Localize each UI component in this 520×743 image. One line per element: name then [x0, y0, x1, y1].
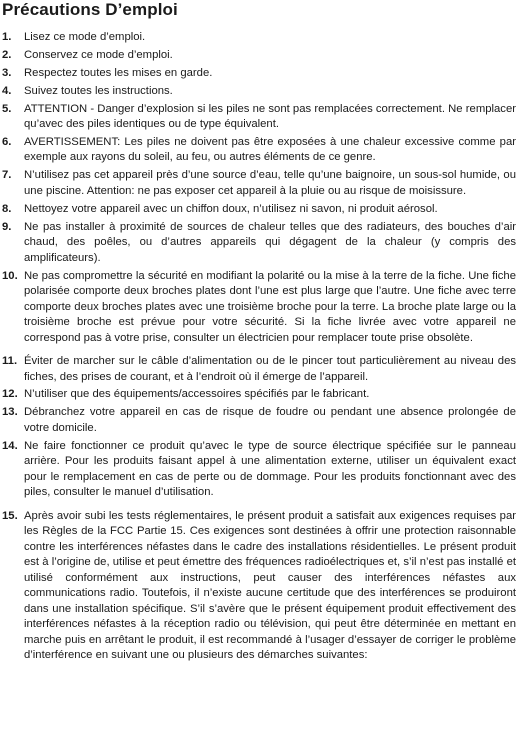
- item-text: Ne pas installer à proximité de sources de chaleur telles que des radiateurs, des bouches d’air chaud, des poêles, ou d’autres appareils qui dégagent de la chaleur (y compris des amplificateurs).: [24, 220, 516, 264]
- list-item: [2, 220, 516, 267]
- item-number: 6.: [2, 135, 12, 148]
- list-item: [2, 84, 516, 100]
- page-title: Précautions D’emploi: [2, 0, 178, 19]
- item-text: Débranchez votre appareil en cas de risque de foudre ou pendant une absence prolongée de votre domicile.: [24, 406, 516, 434]
- list-item: [2, 66, 516, 82]
- item-text: Conservez ce mode d’emploi.: [24, 48, 173, 61]
- item-number: 15.: [2, 509, 18, 522]
- item-text: N’utilisez pas cet appareil près d’une source d’eau, telle qu’une baignoire, un sous-sol humide, ou une piscine. Attention: ne pas exposer cet appareil à la pluie ou au risque de moisissure.: [24, 169, 516, 197]
- item-number: 12.: [2, 388, 18, 401]
- item-text: Après avoir subi les tests réglementaires, le présent produit a satisfait aux exigences requises par les Règles de la FCC Partie 15. Ces exigences sont destinées à offrir une protection raisonnable contre les interférences néfastes dans le cadre des installations résidentielles. Le présent produit est à l’origine de, utilise et peut émettre des fréquences radioélectriques et, s’il n’est pas installé et utilisé conformément aux instructions, peut causer des interférences néfastes aux communications radio. Toutefois, il n’existe aucune certitude que des interférences se produiront dans une installation spécifique. S’il s’avère que le présent équipement produit effectivement des interférences néfastes à la réception radio ou télévision, qui peut être déterminée en mettant en marche puis en arrêtant le produit, il est recommandé à l’usager d’essayer de corriger le problème d’interférence en suivant une ou plusieurs des démarches suivantes:: [24, 509, 516, 662]
- list-item: [2, 405, 516, 436]
- item-number: 11.: [2, 355, 18, 368]
- list-item: [2, 202, 516, 218]
- list-item: [2, 48, 516, 64]
- list-item: [2, 168, 516, 199]
- item-text: Respectez toutes les mises en garde.: [24, 66, 213, 79]
- item-text: Éviter de marcher sur le câble d’alimentation ou de le pincer tout particulièrement au niveau des fiches, des prises de courant, et à l’endroit où il émerge de l’appareil.: [24, 355, 516, 383]
- item-text: N’utiliser que des équipements/accessoires spécifiés par le fabricant.: [24, 388, 370, 401]
- item-text: Ne pas compromettre la sécurité en modifiant la polarité ou la mise à la terre de la fiche. Une fiche polarisée comporte deux broches plates dont l’une est plus large que l’autre. Une fiche avec terre comporte deux broches plates avec une troisième broche pour la terre. La broche plate large ou la troisième broche est prévue pour votre sécurité. Si la fiche livrée avec votre appareil ne correspond pas à votre prise, consulter un électricien pour remplacer toute prise obsolète.: [24, 269, 516, 344]
- item-number: 14.: [2, 439, 18, 452]
- item-number: 1.: [2, 31, 12, 43]
- precautions-list: [2, 30, 516, 664]
- item-number: 8.: [2, 202, 12, 215]
- item-number: 9.: [2, 220, 12, 233]
- item-number: 3.: [2, 66, 12, 79]
- item-text: Ne faire fonctionner ce produit qu’avec le type de source électrique spécifiée sur le panneau arrière. Pour les produits faisant appel à une alimentation externe, utiliser un équivalent exact pour le remplacement en cas de perte ou de dommage. Pour les produits fonctionnant avec des piles, consulter le manuel d’utilisation.: [24, 439, 516, 499]
- item-number: 13.: [2, 406, 18, 419]
- item-number: 10.: [2, 269, 18, 282]
- list-item: [2, 135, 516, 166]
- item-text: ATTENTION - Danger d’explosion si les piles ne sont pas remplacées correctement. Ne remplacer qu’avec des piles identiques ou de type équivalent.: [24, 102, 516, 131]
- list-item: [2, 439, 516, 501]
- list-item: [2, 387, 516, 403]
- item-number: 7.: [2, 169, 12, 182]
- item-text: Nettoyez votre appareil avec un chiffon doux, n’utilisez ni savon, ni produit aérosol.: [24, 202, 438, 215]
- item-number: 4.: [2, 84, 12, 97]
- item-text: Lisez ce mode d’emploi.: [24, 31, 146, 43]
- item-text: AVERTISSEMENT: Les piles ne doivent pas être exposées à une chaleur excessive comme par exemple aux rayons du soleil, au feu, ou autres éléments de ce genre.: [24, 135, 516, 164]
- list-item: [2, 30, 516, 46]
- item-number: 5.: [2, 102, 12, 115]
- list-item: [2, 509, 516, 664]
- item-text: Suivez toutes les instructions.: [24, 84, 173, 97]
- list-item: [2, 102, 516, 133]
- list-item: [2, 269, 516, 347]
- list-item: [2, 354, 516, 385]
- item-number: 2.: [2, 48, 12, 61]
